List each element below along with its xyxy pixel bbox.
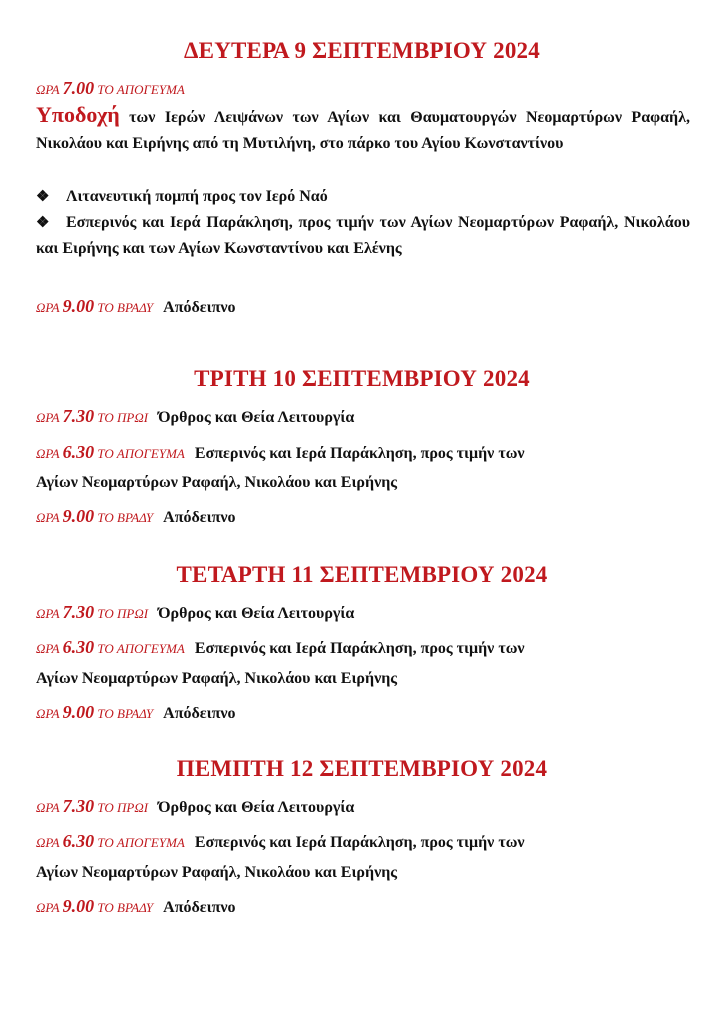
day-title-thursday: ΠΕΜΠΤΗ 12 ΣΕΠΤΕΜΒΡΙΟΥ 2024: [176, 756, 548, 781]
entry-text: Απόδειπνο: [163, 705, 236, 722]
entry-text: Όρθρος και Θεία Λειτουργία: [158, 605, 355, 622]
entry-text: Εσπερινός και Ιερά Παράκληση, προς τιμήν των: [194, 640, 525, 657]
schedule-entry: [36, 406, 690, 427]
entry-text: Εσπερινός και Ιερά Παράκληση, προς τιμήν των: [194, 445, 525, 462]
schedule-entry: [36, 831, 690, 852]
reception-text: των Ιερών Λειψάνων των Αγίων και Θαυματουργών Νεομαρτύρων Ραφαήλ, Νικολάου και Ειρήνης από τη Μυτιλήνη, στο πάρκο του Αγίου Κωνσταντίνου: [36, 109, 690, 152]
list-item: ❖ Εσπερινός και Ιερά Παράκληση, προς τιμήν των Αγίων Νεομαρτύρων Ραφαήλ, Νικολάου και Ειρήνης και των Αγίων Κωνσταντίνου και Ελένης: [36, 210, 690, 262]
day-title-monday: ΔΕΥΤΕΡΑ 9 ΣΕΠΤΕΜΒΡΙΟΥ 2024: [184, 38, 540, 63]
entry-text: Όρθρος και Θεία Λειτουργία: [158, 409, 355, 426]
time-label: ΩΡΑ 9.00 ΤΟ ΒΡΑΔΥ: [36, 702, 154, 722]
entry-text: Απόδειπνο: [163, 509, 236, 526]
diamond-bullet-icon: ❖: [36, 189, 50, 205]
time-label: ΩΡΑ 7.30 ΤΟ ΠΡΩΙ: [36, 602, 149, 622]
schedule-entry: [36, 702, 690, 723]
schedule-entry: [36, 296, 690, 317]
entry-continuation: Αγίων Νεομαρτύρων Ραφαήλ, Νικολάου και Ειρήνης: [36, 474, 398, 491]
day-title-wednesday: ΤΕΤΑΡΤΗ 11 ΣΕΠΤΕΜΒΡΙΟΥ 2024: [176, 562, 548, 587]
schedule-entry: [36, 637, 690, 658]
time-label: ΩΡΑ 7.00 ΤΟ ΑΠΟΓΕΥΜΑ: [36, 78, 185, 98]
time-label: ΩΡΑ 9.00 ΤΟ ΒΡΑΔΥ: [36, 506, 154, 526]
time-label: ΩΡΑ 9.00 ΤΟ ΒΡΑΔΥ: [36, 896, 154, 916]
entry-continuation: Αγίων Νεομαρτύρων Ραφαήλ, Νικολάου και Ειρήνης: [36, 864, 398, 881]
time-label: ΩΡΑ 7.30 ΤΟ ΠΡΩΙ: [36, 796, 149, 816]
diamond-bullet-icon: ❖: [36, 215, 50, 231]
entry-text: Απόδειπνο: [163, 299, 236, 316]
entry-text: Εσπερινός και Ιερά Παράκληση, προς τιμήν των: [194, 834, 525, 851]
schedule-entry: [36, 896, 690, 917]
time-label: ΩΡΑ 6.30 ΤΟ ΑΠΟΓΕΥΜΑ: [36, 637, 185, 657]
list-item: ❖ Λιτανευτική πομπή προς τον Ιερό Ναό: [36, 184, 690, 210]
schedule-entry: [36, 442, 690, 463]
time-label: ΩΡΑ 9.00 ΤΟ ΒΡΑΔΥ: [36, 296, 154, 316]
time-label: ΩΡΑ 6.30 ΤΟ ΑΠΟΓΕΥΜΑ: [36, 831, 185, 851]
reception-lead: Υποδοχή: [36, 102, 120, 127]
schedule-entry: [36, 506, 690, 527]
reception-paragraph: [36, 102, 690, 157]
time-label: ΩΡΑ 7.30 ΤΟ ΠΡΩΙ: [36, 406, 149, 426]
time-label: ΩΡΑ 6.30 ΤΟ ΑΠΟΓΕΥΜΑ: [36, 442, 185, 462]
schedule-entry: [36, 602, 690, 623]
schedule-entry: [36, 796, 690, 817]
entry-continuation: Αγίων Νεομαρτύρων Ραφαήλ, Νικολάου και Ειρήνης: [36, 670, 398, 687]
entry-text: Όρθρος και Θεία Λειτουργία: [158, 799, 355, 816]
time-header-monday: [36, 78, 690, 99]
day-title-tuesday: ΤΡΙΤΗ 10 ΣΕΠΤΕΜΒΡΙΟΥ 2024: [194, 366, 530, 391]
entry-text: Απόδειπνο: [163, 899, 236, 916]
